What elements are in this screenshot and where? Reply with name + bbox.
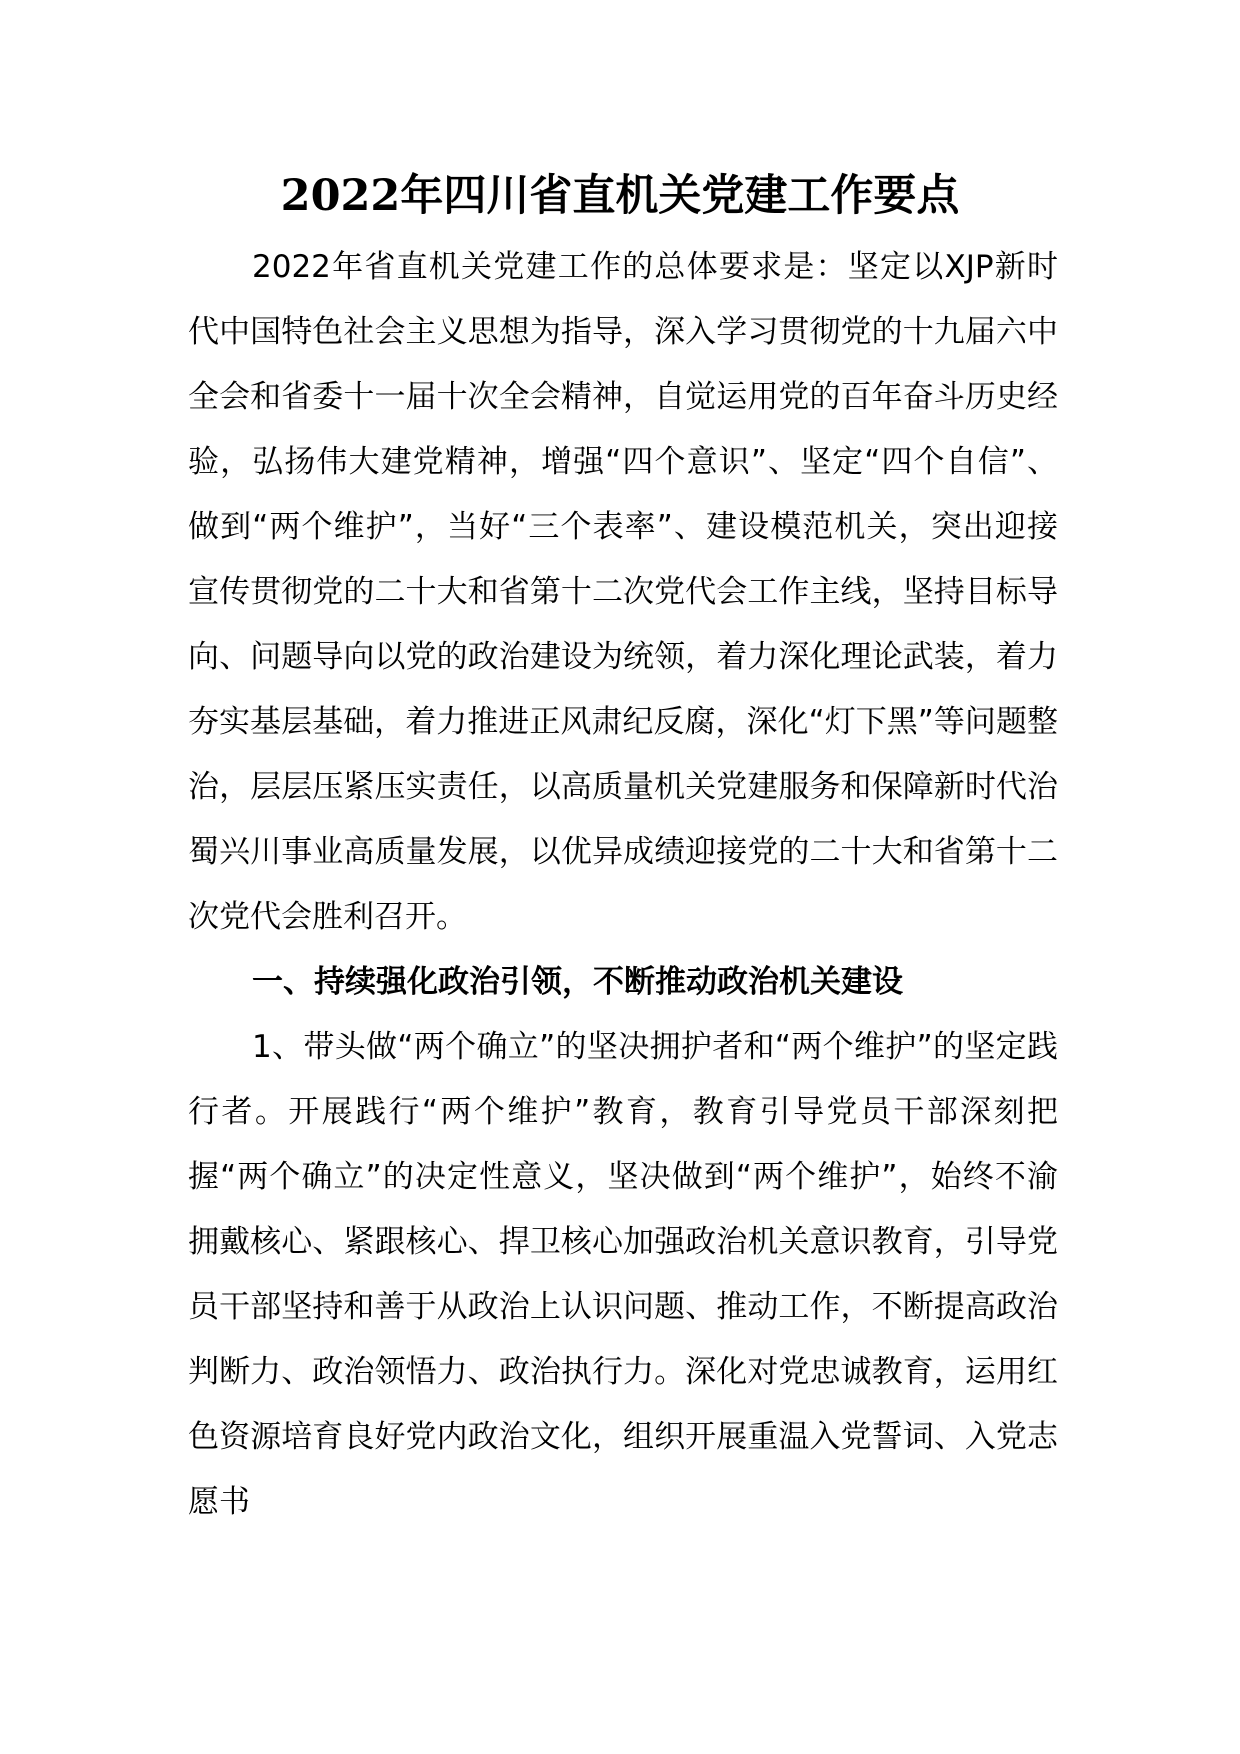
item-paragraph-1: 1、带头做“两个确立”的坚决拥护者和“两个维护”的坚定践行者。开展践行“两个维护”教育，教育引导党员干部深刻把握“两个确立”的决定性意义，坚决做到“两个维护”，始终不渝拥戴核心、紧跟核心、捍卫核心加强政治机关意识教育，引导党员干部坚持和善于从政治上认识问题、推动工作，不断提高政治判断力、政治领悟力、政治执行力。深化对党忠诚教育，运用红色资源培育良好党内政治文化，组织开展重温入党誓词、入党志愿书: [188, 1029, 1058, 1520]
section-heading-1: 一、持续强化政治引领，不断推动政治机关建设: [252, 964, 903, 1000]
intro-paragraph: 2022年省直机关党建工作的总体要求是：坚定以XJP新时代中国特色社会主义思想为指导，深入学习贯彻党的十九届六中全会和省委十一届十次全会精神，自觉运用党的百年奋斗历史经验，弘扬伟大建党精神，增强“四个意识”、坚定“四个自信”、做到“两个维护”，当好“三个表率”、建设模范机关，突出迎接宣传贯彻党的二十大和省第十二次党代会工作主线，坚持目标导向、问题导向以党的政治建设为统领，着力深化理论武装，着力夯实基层基础，着力推进正风肃纪反腐，深化“灯下黑”等问题整治，层层压紧压实责任，以高质量机关党建服务和保障新时代治蜀兴川事业高质量发展，以优异成绩迎接党的二十大和省第十二次党代会胜利召开。: [188, 249, 1058, 935]
document-title: 2022年四川省直机关党建工作要点: [280, 171, 960, 221]
document-body: [188, 235, 1058, 1535]
